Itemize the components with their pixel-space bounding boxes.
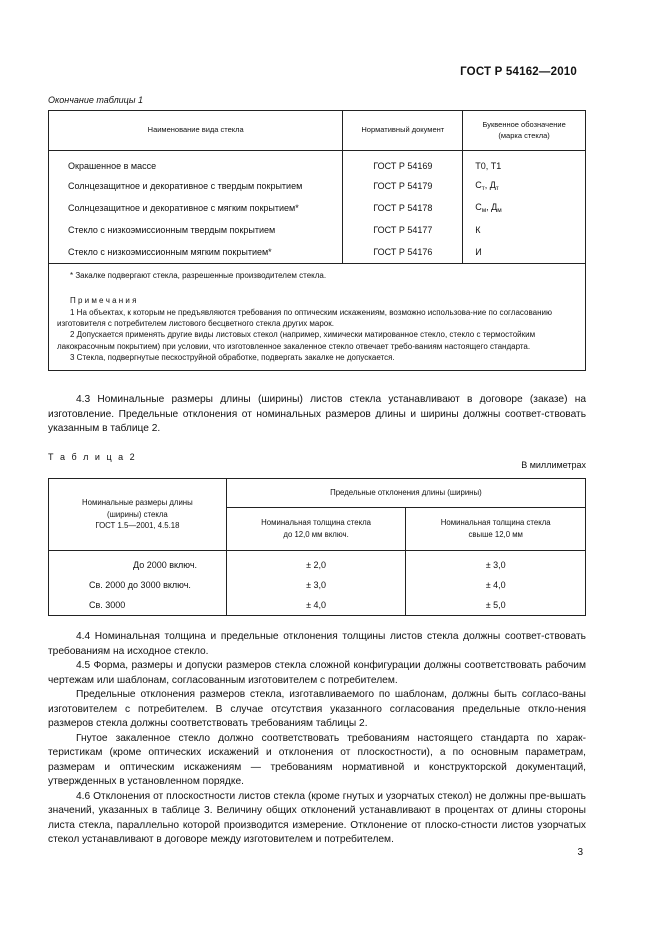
table1-notes bbox=[49, 264, 586, 371]
deviation-thin: ± 2,0 bbox=[226, 551, 406, 576]
code-part: С bbox=[475, 202, 482, 212]
table2-header-thick bbox=[406, 508, 586, 551]
size-cell: Св. 2000 до 3000 включ. bbox=[49, 575, 227, 595]
paragraph-4-5: 4.5 Форма, размеры и допуски размеров стекла сложной конфигурации должны соответствовать рабочим чертежам или шаблонам, согласованным изготовителем с потребителем. bbox=[48, 660, 586, 686]
deviation-thick: ± 3,0 bbox=[406, 551, 586, 576]
deviation-thick: ± 5,0 bbox=[406, 595, 586, 616]
note-item: 1 На объектах, к которым не предъявляются требования по оптическим искажениям, возможно использова-ние по согласованию изготовителя с потребителем листового бесцветного стекла других марок. bbox=[57, 307, 552, 329]
table-row bbox=[49, 241, 586, 264]
header-line: Номинальная толщина стекла bbox=[440, 518, 551, 528]
deviation-thin: ± 3,0 bbox=[226, 575, 406, 595]
code-subscript: м bbox=[481, 207, 487, 214]
glass-type-name: Солнцезащитное и декоративное с твердым покрытием bbox=[49, 175, 343, 197]
glass-code bbox=[463, 197, 586, 219]
header-line: (ширины) стекла bbox=[107, 509, 168, 519]
table1-header-code-line2: (марка стекла) bbox=[498, 130, 550, 140]
table1-continuation-label: Окончание таблицы 1 bbox=[48, 95, 143, 105]
table1-footnote: * Закалке подвергают стекла, разрешенные производителем стекла. bbox=[70, 271, 327, 280]
table2-header-thin bbox=[226, 508, 406, 551]
code-part: , Д bbox=[484, 180, 496, 190]
deviation-thin: ± 4,0 bbox=[226, 595, 406, 616]
table2-header-group: Предельные отклонения длины (ширины) bbox=[226, 479, 585, 508]
header-line: Номинальная толщина стекла bbox=[261, 518, 372, 528]
document-code: ГОСТ Р 54162—2010 bbox=[460, 66, 577, 78]
table2-header-size bbox=[49, 479, 227, 551]
code-subscript: м bbox=[497, 207, 502, 214]
header-line: ГОСТ 1.5—2001, 4.5.18 bbox=[95, 521, 180, 531]
table-row bbox=[49, 575, 586, 595]
normative-doc: ГОСТ Р 54178 bbox=[343, 197, 463, 219]
paragraph-4-4: 4.4 Номинальная толщина и предельные отклонения толщины листов стекла должны соответ-ствовать требованиям на исходное стекло. bbox=[48, 631, 586, 657]
glass-code: И bbox=[463, 241, 586, 264]
table1-header-doc: Нормативный документ bbox=[343, 111, 463, 151]
normative-doc: ГОСТ Р 54177 bbox=[343, 219, 463, 241]
table1-header-code bbox=[463, 111, 586, 151]
table-2 bbox=[48, 478, 586, 616]
table2-header-row bbox=[49, 479, 586, 508]
code-subscript: т bbox=[495, 185, 499, 192]
paragraph-template-deviations: Предельные отклонения размеров стекла, изготавливаемого по шаблонам, должны быть согласо-ваны изготовителем с потребителем. В случае отсутствия указанного согласования предельные откло-нения размеров стекла должны соответствовать требованиям таблицы 2. bbox=[48, 689, 586, 729]
table1-notes-row bbox=[49, 264, 586, 371]
table-row bbox=[49, 551, 586, 576]
table-row bbox=[49, 175, 586, 197]
glass-code: К bbox=[463, 219, 586, 241]
table2-caption: Т а б л и ц а 2 bbox=[48, 452, 137, 462]
page-number: 3 bbox=[577, 847, 583, 858]
size-cell: Св. 3000 bbox=[49, 595, 227, 616]
paragraph-bent-glass: Гнутое закаленное стекло должно соответствовать требованиям настоящего стандарта по харак-теристикам (кроме оптических искажений и отклонения от плоскостности), а по основным параметрам, размерам и оптическим искажениям — требованиям нормативной и конструкторской документаций, утвержденных в установленном порядке. bbox=[48, 732, 586, 787]
notes-title: П р и м е ч а н и я bbox=[70, 296, 137, 306]
table-1 bbox=[48, 110, 586, 371]
glass-code bbox=[463, 175, 586, 197]
glass-type-name: Стекло с низкоэмиссионным твердым покрытием bbox=[49, 219, 343, 241]
table-row bbox=[49, 151, 586, 176]
normative-doc: ГОСТ Р 54179 bbox=[343, 175, 463, 197]
table2-units: В миллиметрах bbox=[521, 460, 586, 470]
table1-header-code-line1: Буквенное обозначение bbox=[482, 120, 566, 130]
normative-doc: ГОСТ Р 54169 bbox=[343, 151, 463, 176]
note-item: 2 Допускается применять другие виды листовых стекол (например, химически матированное стекло, стекло с термостойким лакокрасочным покрытием) при условии, что изготовленное закаленное стекло отвечает требо-ваниям настоящего стандарта. bbox=[57, 330, 536, 351]
table1-header-row bbox=[49, 111, 586, 151]
body-paragraphs bbox=[48, 630, 586, 848]
paragraph-4-6: 4.6 Отклонения от плоскостности листов стекла (кроме гнутых и узорчатых стекол) не должны пре-вышать значений, указанных в таблице 3. Величину общих отклонений устанавливают в процентах от длины стороны листа стекла, параллельно которой производится измерение. Отклонение от плоско-стности листов узорчатых стекол устанавливают в договоре между изготовителем и потребителем. bbox=[48, 790, 586, 845]
header-line: Номинальные размеры длины bbox=[82, 497, 193, 507]
code-subscript: т bbox=[481, 185, 485, 192]
paragraph-text: 4.3 Номинальные размеры длины (ширины) листов стекла устанавливают в договоре (заказе) на изготовление. Предельные отклонения от номинальных размеров длины и ширины должны соответ-ствовать указанным в таблице 2. bbox=[48, 394, 586, 434]
deviation-thick: ± 4,0 bbox=[406, 575, 586, 595]
normative-doc: ГОСТ Р 54176 bbox=[343, 241, 463, 264]
header-line: свыше 12,0 мм bbox=[468, 530, 523, 539]
glass-type-name: Солнцезащитное и декоративное с мягким покрытием* bbox=[49, 197, 343, 219]
table-row bbox=[49, 197, 586, 219]
table-row bbox=[49, 219, 586, 241]
glass-type-name: Окрашенное в массе bbox=[49, 151, 343, 176]
code-part: , Д bbox=[486, 202, 498, 212]
header-line: до 12,0 мм включ. bbox=[283, 530, 349, 539]
table-row bbox=[49, 595, 586, 616]
size-cell: До 2000 включ. bbox=[49, 551, 227, 576]
table1-header-name: Наименование вида стекла bbox=[49, 111, 343, 151]
glass-type-name: Стекло с низкоэмиссионным мягким покрытием* bbox=[49, 241, 343, 264]
note-item: 3 Стекла, подвергнутые пескоструйной обработке, подвергать закалке не допускается. bbox=[70, 353, 395, 363]
code-part: С bbox=[475, 180, 482, 190]
paragraph-4-3 bbox=[48, 393, 586, 437]
glass-code: Т0, Т1 bbox=[463, 151, 586, 176]
